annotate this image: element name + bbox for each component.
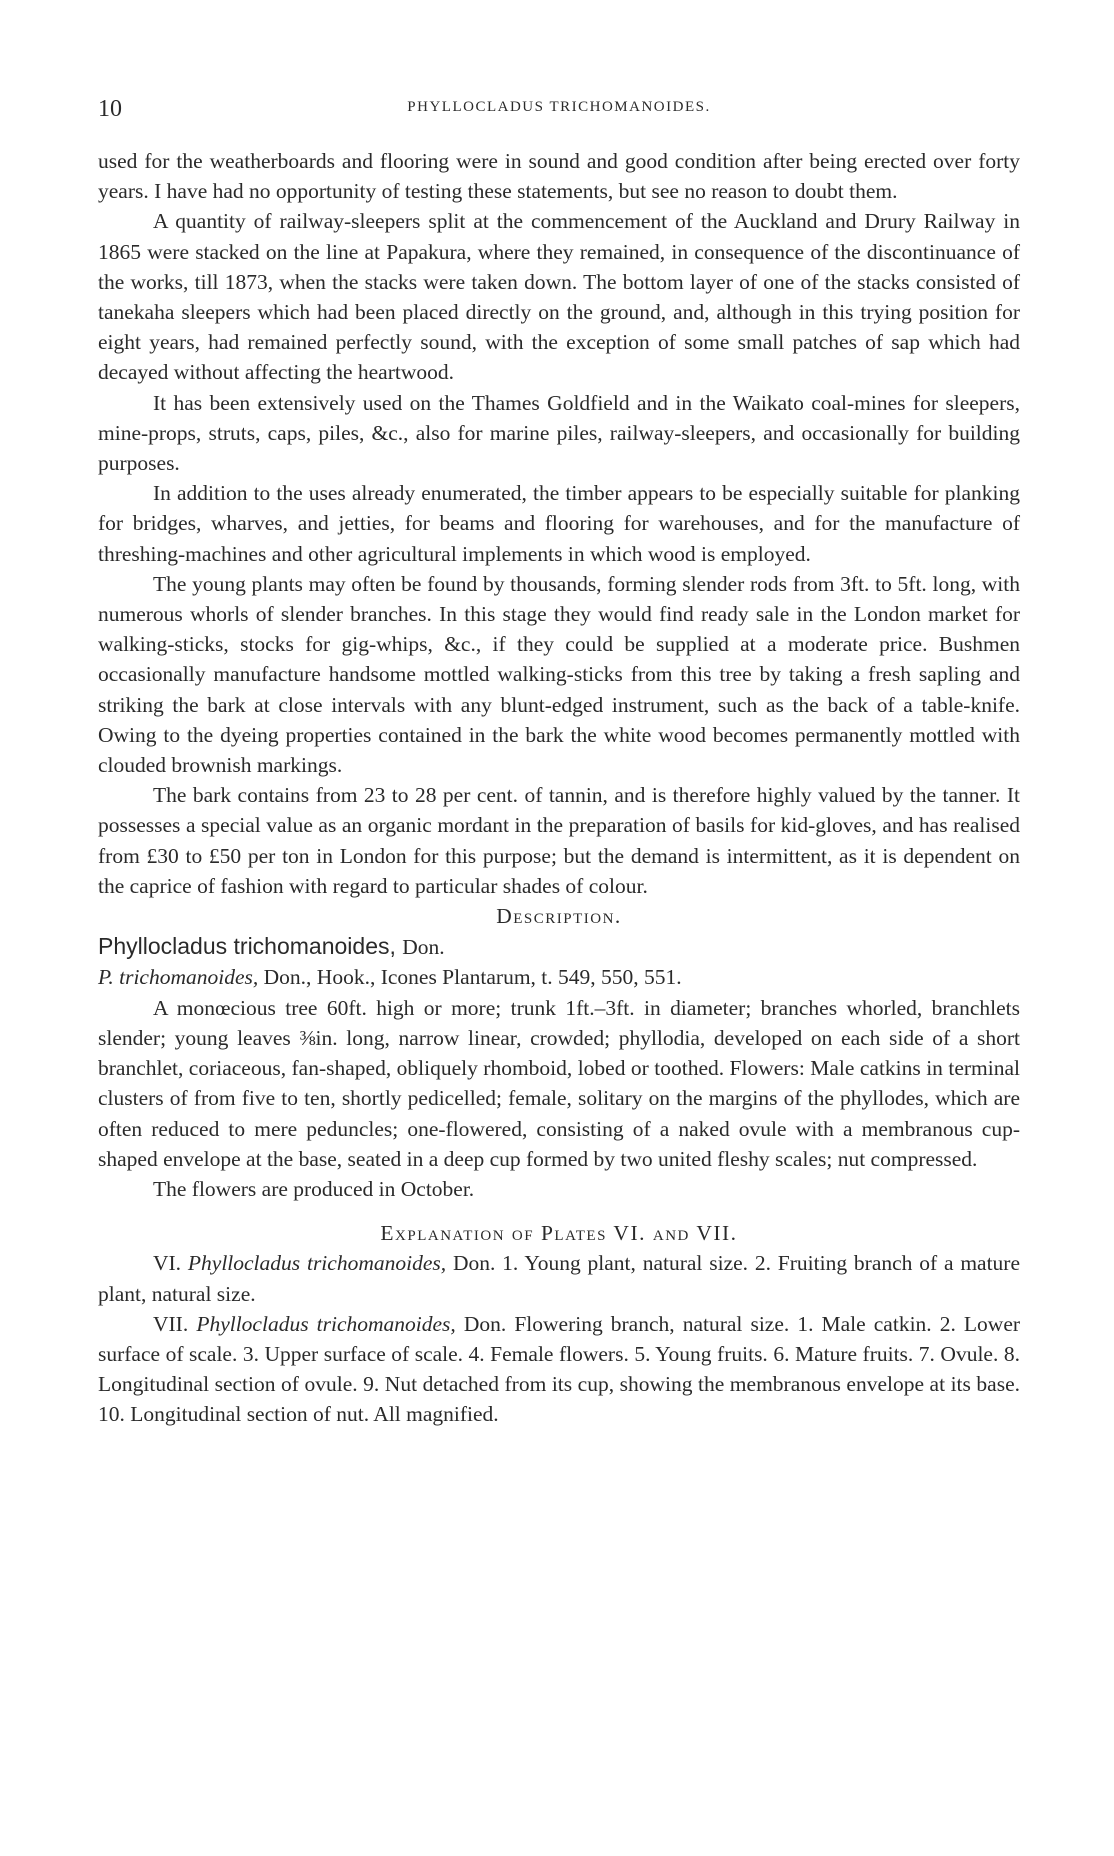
description-heading: Description. [496,904,622,929]
paragraph-5: The young plants may often be found by thousands, forming slender rods from 3ft. to 5ft. long, with numerous whorls of slender branches. In this stage they would find ready sale in the London market for walking-sticks, stocks for gig-whips, &c., if they could be supplied at a moderate price. Bushmen occasionally manufacture handsome mottled walking-sticks from this tree by taking a fresh sapling and striking the bark at close intervals with any blunt-edged instrument, such as the back of a table-knife. Owing to the dyeing properties contained in the bark the white wood becomes permanently mottled with clouded brownish markings. [98,571,1020,778]
plate-vii-text: Don. Flowering branch, natural size. 1. Male catkin. 2. Lower surface of scale. 3. Upper surface of scale. 4. Female flowers. 5. Young fruits. 6. Mature fruits. 7. Ovule. 8. Longitudinal section of ovule. 9. Nut detached from its cup, showing the membranous envelope at its base. 10. Longitudinal section of nut. All magnified. [98,1311,1021,1427]
plate-vi-label: VI. [153,1251,182,1276]
plate-vi-text: Don. 1. Young plant, natural size. 2. Fruiting branch of a mature plant, natural size. [98,1251,1021,1306]
plate-vi-explanation [98,1248,1020,1308]
species-name: Phyllocladus trichomanoides, [98,933,396,960]
paragraph-1: used for the weatherboards and flooring were in sound and good condition after being erected over forty years. I have had no opportunity of testing these statements, but see no reason to doubt them. [98,149,1020,204]
paragraph-4: In addition to the uses already enumerated, the timber appears to be especially suitable for planking for bridges, wharves, and jetties, for beams and flooring for warehouses, and for the manufacture of threshing-machines and other agricultural implements in which wood is employed. [98,481,1020,566]
synonym-name: P. trichomanoides, [98,965,259,990]
page-body [98,146,1020,1430]
description-text: A monœcious tree 60ft. high or more; trunk 1ft.–3ft. in diameter; branches whorled, branchlets slender; young leaves ⅜in. long, narrow linear, crowded; phyllodia, developed on each side of a short branchlet, coriaceous, fan-shaped, obliquely rhomboid, lobed or toothed. Flowers: Male catkins in terminal clusters of from five to ten, shortly pedicelled; female, solitary on the margins of the phyllodes, which are often reduced to mere peduncles; one-flowered, consisting of a naked ovule with a membranous cup-shaped envelope at the base, seated in a deep cup formed by two united fleshy scales; nut compressed. [98,995,1020,1171]
synonym-line [98,962,1020,992]
plate-vii-label: VII. [153,1311,189,1336]
flowering-note: The flowers are produced in October. [153,1176,475,1201]
species-name-line [98,931,1020,962]
species-author: Don. [402,935,445,960]
plates-heading: Explanation of Plates VI. and VII. [380,1221,738,1246]
plate-vi-species: Phyllocladus trichomanoides, [187,1251,447,1276]
paragraph-2: A quantity of railway-sleepers split at the commencement of the Auckland and Drury Railway in 1865 were stacked on the line at Papakura, where they remained, in consequence of the discontinuance of the works, till 1873, when the stacks were taken down. The bottom layer of one of the stacks consisted of tanekaha sleepers which had been placed directly on the ground, and, although in this trying position for eight years, had remained perfectly sound, with the exception of some small patches of sap which had decayed without affecting the heartwood. [98,209,1020,385]
synonym-reference: Don., Hook., Icones Plantarum, t. 549, 550, 551. [263,965,682,990]
page-header [98,96,1020,126]
running-title: PHYLLOCLADUS TRICHOMANOIDES. [407,99,711,115]
page-number: 10 [98,96,122,122]
plate-vii-explanation [98,1309,1020,1430]
paragraph-3: It has been extensively used on the Thames Goldfield and in the Waikato coal-mines for sleepers, mine-props, struts, caps, piles, &c., also for marine piles, railway-sleepers, and occasionally for building purposes. [98,390,1020,476]
plate-vii-species: Phyllocladus trichomanoides, [196,1311,456,1336]
paragraph-6: The bark contains from 23 to 28 per cent. of tannin, and is therefore highly valued by the tanner. It possesses a special value as an organic mordant in the preparation of basils for kid-gloves, and has realised from £30 to £50 per ton in London for this purpose; but the demand is intermittent, as it is dependent on the caprice of fashion with regard to particular shades of colour. [98,783,1020,898]
